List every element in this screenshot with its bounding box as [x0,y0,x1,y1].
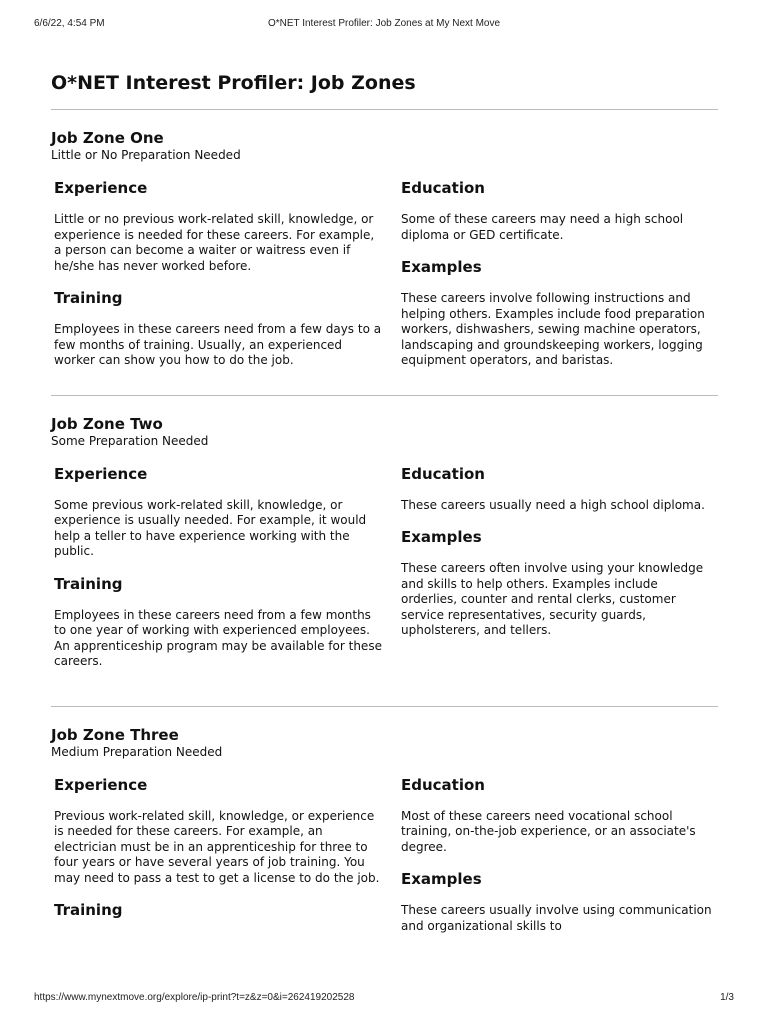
page-number: 1/3 [720,992,734,1003]
zone-subtitle: Some Preparation Needed [51,433,209,448]
examples-heading: Examples [401,258,482,276]
print-header [34,18,734,32]
experience-heading: Experience [54,775,148,794]
experience-text: Previous work-related skill, knowledge, or experience is needed for these careers. For example, an electrician must be in an apprenticeship for three to four years or have several years of job training. You may need to pass a test to get a license to do the job. [54,808,380,885]
education-text: Most of these careers need vocational school training, on-the-job experience, or an associate's degree. [401,808,696,854]
zone-columns [51,178,718,383]
print-url: https://www.mynextmove.org/explore/ip-print?t=z&z=0&i=262419202528 [34,992,355,1003]
experience-heading: Experience [54,179,148,197]
right-column [401,775,717,949]
examples-text: These careers usually involve using communication and organizational skills to [401,903,712,933]
left-column [54,775,384,949]
education-heading: Education [401,775,485,794]
left-column [54,464,384,684]
right-column [401,178,717,383]
education-heading: Education [401,464,485,483]
examples-text: These careers involve following instructions and helping others. Examples include food preparation workers, dishwashers, sewing machine operators, landscaping and groundskeeping workers, logging equipment operators, and baristas. [401,291,705,367]
examples-heading: Examples [401,528,482,546]
print-datetime: 6/6/22, 4:54 PM [34,18,105,29]
training-heading: Training [54,574,123,593]
print-footer [34,992,734,1006]
training-heading: Training [54,901,123,919]
job-zone-two [51,396,718,707]
zone-columns [51,464,718,684]
experience-text: Little or no previous work-related skill, knowledge, or experience is needed for these careers. For example, a person can become a waiter or waitress even if he/she has never worked before. [54,212,375,273]
education-heading: Education [401,179,485,197]
left-column [54,178,384,383]
zone-subtitle: Medium Preparation Needed [51,744,223,759]
right-column [401,464,717,684]
zone-columns [51,775,718,949]
page-title: O*NET Interest Profiler: Job Zones [51,72,416,94]
experience-heading: Experience [54,464,148,483]
training-text: Employees in these careers need from a few months to one year of working with experienced employees. An apprenticeship program may be available for these careers. [54,607,382,668]
zone-title: Job Zone One [51,129,164,147]
zone-title: Job Zone Two [51,414,163,433]
zone-subtitle: Little or No Preparation Needed [51,148,241,162]
experience-text: Some previous work-related skill, knowledge, or experience is usually needed. For example, it would help a teller to have experience working with the public. [54,497,367,558]
examples-text: These careers often involve using your knowledge and skills to help others. Examples include orderlies, counter and rental clerks, customer service representatives, security guards, upholsterers, and tellers. [401,561,704,637]
examples-heading: Examples [401,870,482,888]
training-text: Employees in these careers need from a few days to a few months of training. Usually, an experienced worker can show you how to do the job. [54,322,382,367]
print-document-title: O*NET Interest Profiler: Job Zones at My Next Move [267,18,501,29]
zone-title: Job Zone Three [51,725,179,744]
job-zone-one [51,110,718,396]
page-content [51,66,718,948]
job-zone-three [51,707,718,949]
training-heading: Training [54,289,123,307]
education-text: These careers usually need a high school diploma. [401,497,705,512]
education-text: Some of these careers may need a high school diploma or GED certificate. [401,212,684,242]
